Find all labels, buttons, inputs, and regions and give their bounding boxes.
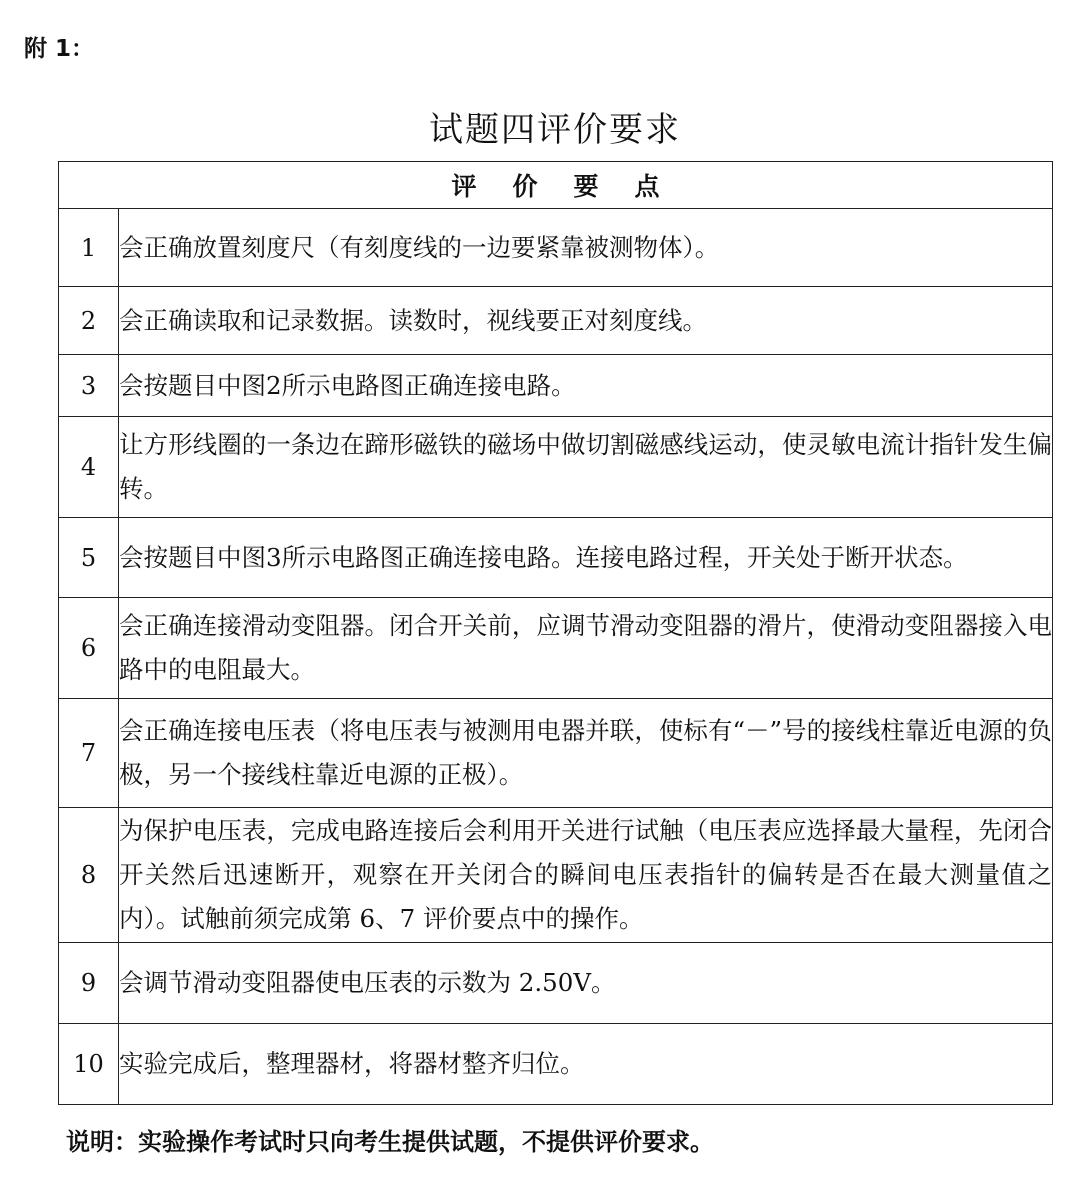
- table-row: [59, 808, 1053, 943]
- table-row: [59, 417, 1053, 518]
- row-number: 5: [59, 518, 119, 598]
- table-row: [59, 209, 1053, 287]
- document-title: 试题四评价要求: [429, 110, 681, 150]
- row-number: 2: [59, 287, 119, 355]
- row-text: 会正确连接电压表（将电压表与被测用电器并联，使标有“－”号的接线柱靠近电源的负极，另一个接线柱靠近电源的正极）。: [119, 699, 1053, 808]
- row-text: 让方形线圈的一条边在蹄形磁铁的磁场中做切割磁感线运动，使灵敏电流计指针发生偏转。: [119, 417, 1053, 518]
- row-text: 会按题目中图3所示电路图正确连接电路。连接电路过程，开关处于断开状态。: [119, 518, 1053, 598]
- row-number: 1: [59, 209, 119, 287]
- attachment-label: 附 1：: [24, 36, 95, 62]
- row-number: 4: [59, 417, 119, 518]
- row-text: 会正确放置刻度尺（有刻度线的一边要紧靠被测物体）。: [119, 209, 1053, 287]
- row-text: 会正确连接滑动变阻器。闭合开关前，应调节滑动变阻器的滑片，使滑动变阻器接入电路中的电阻最大。: [119, 598, 1053, 699]
- row-number: 6: [59, 598, 119, 699]
- table-row: [59, 598, 1053, 699]
- row-text: 会正确读取和记录数据。读数时，视线要正对刻度线。: [119, 287, 1053, 355]
- evaluation-table: [58, 161, 1053, 1105]
- table-row: [59, 518, 1053, 598]
- table-row: [59, 1024, 1053, 1105]
- row-number: 10: [59, 1024, 119, 1105]
- table-row: [59, 943, 1053, 1024]
- table-row: [59, 699, 1053, 808]
- row-number: 8: [59, 808, 119, 943]
- row-text: 会调节滑动变阻器使电压表的示数为 2.50V。: [119, 943, 1053, 1024]
- row-text: 为保护电压表，完成电路连接后会利用开关进行试触（电压表应选择最大量程，先闭合开关然后迅速断开，观察在开关闭合的瞬间电压表指针的偏转是否在最大测量值之内）。试触前须完成第 6、7 评价要点中的操作。: [119, 808, 1053, 943]
- table-header: 评价要点: [59, 162, 1053, 209]
- table-header-row: [59, 162, 1053, 209]
- row-number: 7: [59, 699, 119, 808]
- row-text: 实验完成后，整理器材，将器材整齐归位。: [119, 1024, 1053, 1105]
- footnote: 说明：实验操作考试时只向考生提供试题，不提供评价要求。: [66, 1128, 714, 1156]
- row-text: 会按题目中图2所示电路图正确连接电路。: [119, 355, 1053, 417]
- table-row: [59, 287, 1053, 355]
- table-row: [59, 355, 1053, 417]
- row-number: 9: [59, 943, 119, 1024]
- row-number: 3: [59, 355, 119, 417]
